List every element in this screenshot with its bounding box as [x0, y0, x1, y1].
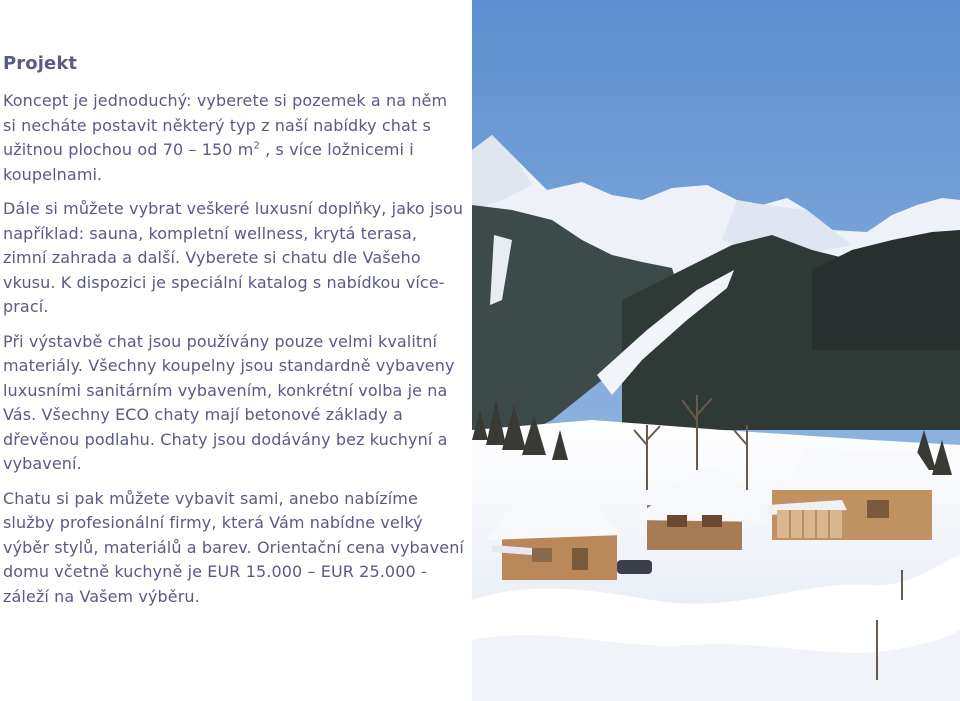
page-title: Projekt	[3, 53, 78, 74]
car	[617, 560, 652, 574]
paragraph-materials: Při výstavbě chat jsou používány pouze velmi kvalitní materiály. Všechny koupelny jsou standardně vybaveny luxusními sanitárním vybavením, konkrétní volba je na Vás. Všechny ECO chaty mají betonové základy a dřevěnou podlahu. Chaty jsou dodávány bez kuchyní a vybavení.	[3, 331, 455, 473]
superscript-2: 2	[253, 140, 260, 152]
paragraph-concept	[3, 89, 465, 187]
text-column	[3, 52, 465, 619]
paragraph-furnishing: Chatu si pak můžete vybavit sami, anebo nabízíme služby profesionální firmy, která Vám nabídne velký výběr stylů, materiálů a barev. Orientační cena vybavení domu včetně kuchyně je EUR 15.000 – EUR 25.000 - záleží na Vašem výběru.	[3, 488, 464, 606]
concept-text: Koncept je jednoduchý: vyberete si pozemek a na něm si necháte postavit některý typ z naší nabídky chat s užitnou plochou od 70 – 150 m	[3, 91, 448, 159]
paragraph-extras: Dále si můžete vybrat veškeré luxusní doplňky, jako jsou například: sauna, kompletní wellness, krytá terasa, zimní zahrada a další. Vyberete si chatu dle Vašeho vkusu. K dispozici je speciální katalog s nabídkou více-prací.	[3, 199, 464, 316]
chalet-photo	[472, 0, 960, 701]
concept-text-end: , s více ložnicemi i koupelnami.	[3, 140, 414, 184]
